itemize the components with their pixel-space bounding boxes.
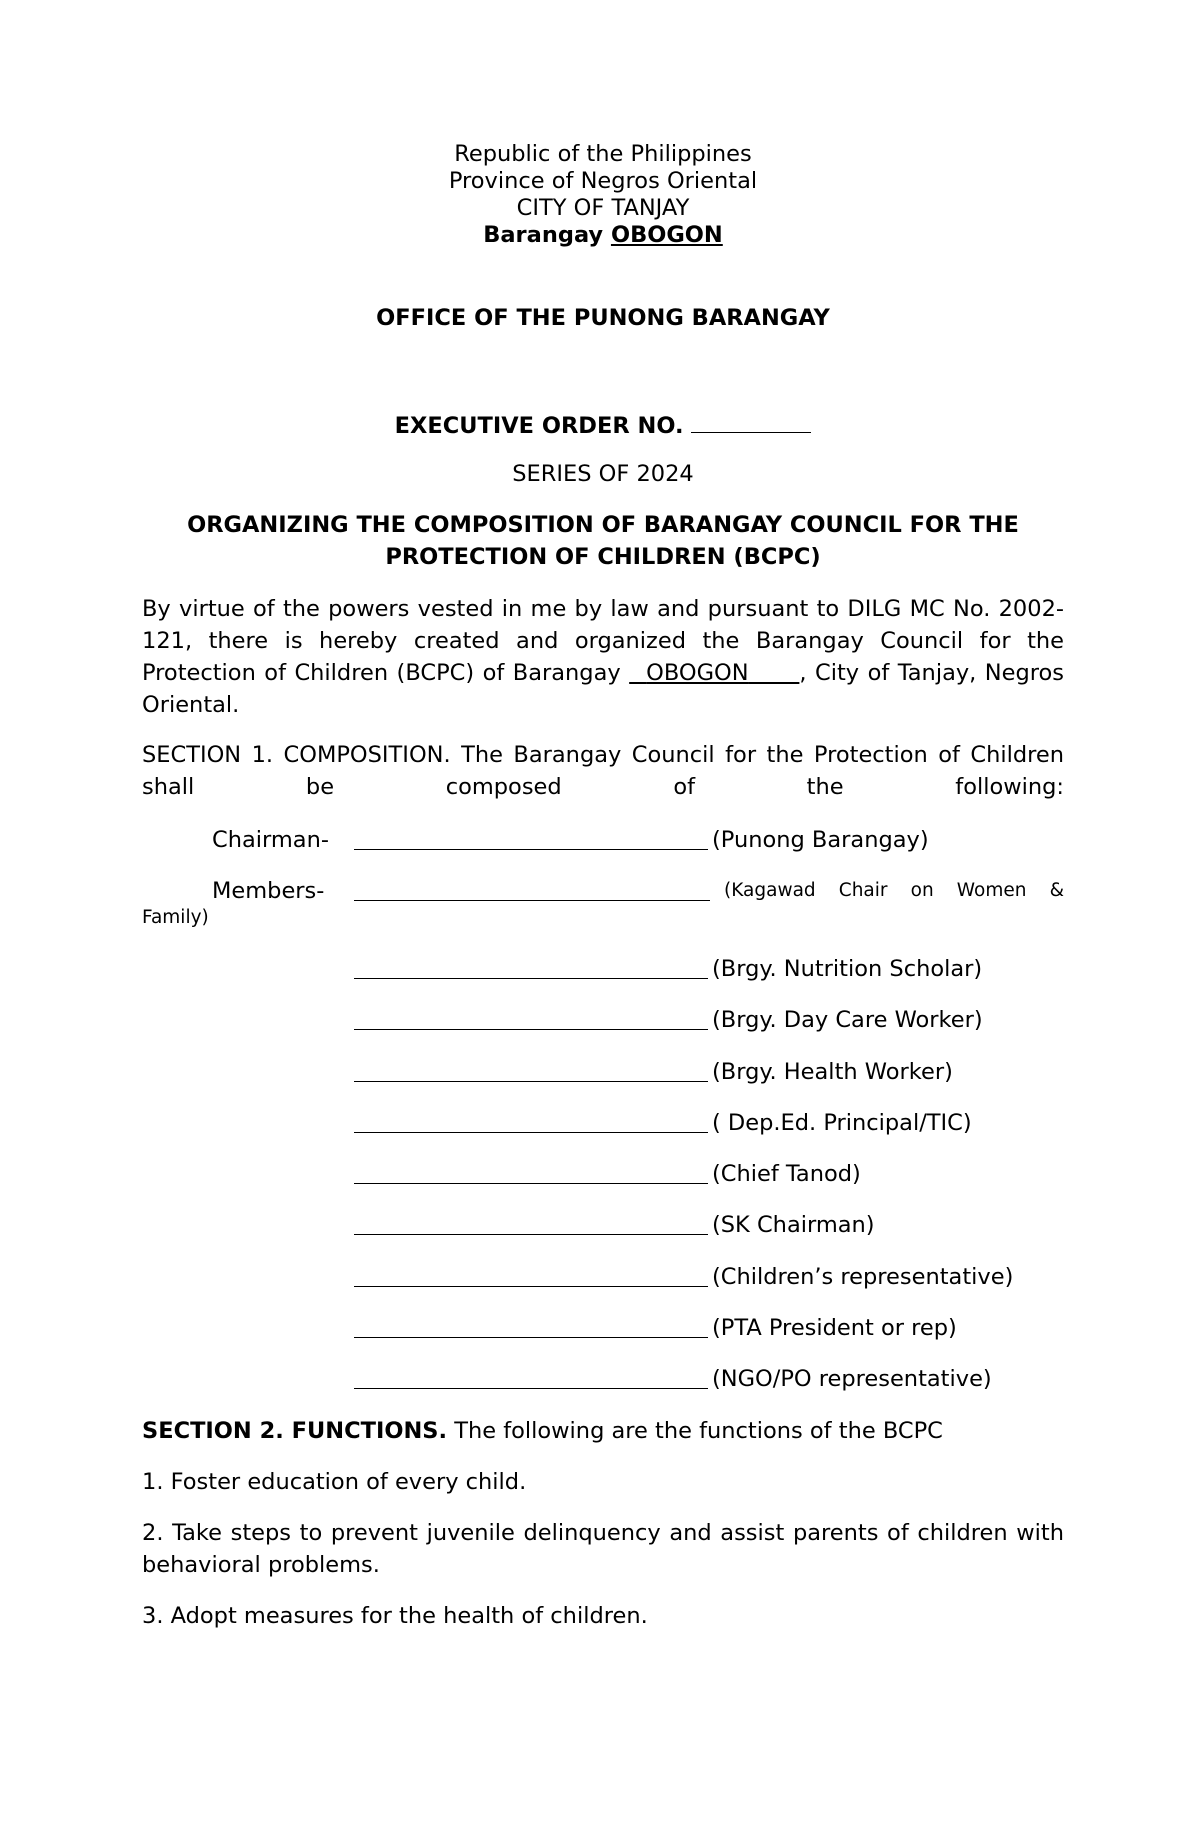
member-row	[142, 1056, 1064, 1088]
chairman-row	[142, 824, 1064, 856]
chairman-name-blank	[354, 849, 708, 850]
member-role: ( Dep.Ed. Principal/TIC)	[712, 1110, 972, 1136]
function-item: 3. Adopt measures for the health of children.	[142, 1603, 648, 1629]
member-row	[142, 953, 1064, 985]
member-role: (Children’s representative)	[712, 1264, 1014, 1290]
chairman-label: Chairman-	[212, 827, 329, 853]
member-row	[142, 1158, 1064, 1190]
member-role-kagawad: (Kagawad Chair on Women &	[724, 880, 1064, 901]
city-line: CITY OF TANJAY	[516, 195, 690, 221]
member-row	[142, 1312, 1064, 1344]
member-row	[142, 1209, 1064, 1241]
function-item: 2. Take steps to prevent juvenile delinquency and assist parents of children with behavioral problems.	[142, 1520, 1064, 1578]
member-row	[142, 1004, 1064, 1036]
member-role: (NGO/PO representative)	[712, 1366, 992, 1392]
member-role: (Brgy. Health Worker)	[712, 1059, 953, 1085]
section2-heading-line	[142, 1415, 1064, 1447]
member-name-blank	[354, 1132, 708, 1133]
order-title-line2: PROTECTION OF CHILDREN (BCPC)	[385, 544, 821, 570]
member-name-blank	[354, 1286, 708, 1287]
order-title-line1: ORGANIZING THE COMPOSITION OF BARANGAY COUNCIL FOR THE	[187, 512, 1019, 538]
barangay-prefix: Barangay	[483, 222, 611, 248]
member-role: (Chief Tanod)	[712, 1161, 861, 1187]
section2-heading: SECTION 2. FUNCTIONS.	[142, 1418, 448, 1444]
function-item: 1. Foster education of every child.	[142, 1469, 527, 1495]
intro-barangay: OBOGON	[646, 660, 749, 686]
intro-paragraph	[142, 593, 1064, 721]
members-label: Members-	[212, 878, 325, 904]
barangay-line	[142, 222, 1064, 249]
member-name-blank	[354, 1029, 708, 1030]
member-name-blank	[354, 1183, 708, 1184]
intro-text-after: , City of Tanjay, Negros Oriental.	[142, 660, 1064, 718]
member-role: (SK Chairman)	[712, 1212, 875, 1238]
republic-line: Republic of the Philippines	[454, 141, 752, 167]
intro-barangay-pad-left	[629, 660, 646, 686]
member-row	[142, 1363, 1064, 1395]
section1-paragraph: SECTION 1. COMPOSITION. The Barangay Council for the Protection of Children shall be composed of the following:	[142, 742, 1064, 800]
member-name-blank	[354, 978, 708, 979]
intro-text-before: By virtue of the powers vested in me by law and pursuant to DILG MC No. 2002-121, there is hereby created and organized the Barangay Council for the Protection of Children (BCPC) of Barangay	[142, 596, 1064, 686]
province-line: Province of Negros Oriental	[448, 168, 758, 194]
executive-order-line	[142, 410, 1064, 440]
executive-order-label: EXECUTIVE ORDER NO.	[394, 413, 684, 439]
member-name-blank	[354, 1337, 708, 1338]
section2-intro: The following are the functions of the BCPC	[447, 1418, 943, 1444]
member-role: (PTA President or rep)	[712, 1315, 957, 1341]
chairman-role: (Punong Barangay)	[712, 827, 929, 853]
members-row	[142, 875, 1064, 907]
member-name-blank	[354, 1388, 708, 1389]
office-title: OFFICE OF THE PUNONG BARANGAY	[376, 305, 830, 331]
series-line: SERIES OF 2024	[512, 461, 694, 487]
intro-barangay-pad-right	[749, 660, 800, 686]
member-name-blank	[354, 1234, 708, 1235]
executive-order-number-blank	[691, 410, 811, 433]
member-name-blank	[354, 1081, 708, 1082]
member-role: (Brgy. Nutrition Scholar)	[712, 956, 983, 982]
member-name-blank	[354, 900, 710, 901]
member-row	[142, 1107, 1064, 1139]
member-role: (Brgy. Day Care Worker)	[712, 1007, 983, 1033]
barangay-name: OBOGON	[610, 222, 723, 248]
member-row	[142, 1261, 1064, 1293]
member-role-kagawad-cont: Family)	[142, 907, 209, 928]
